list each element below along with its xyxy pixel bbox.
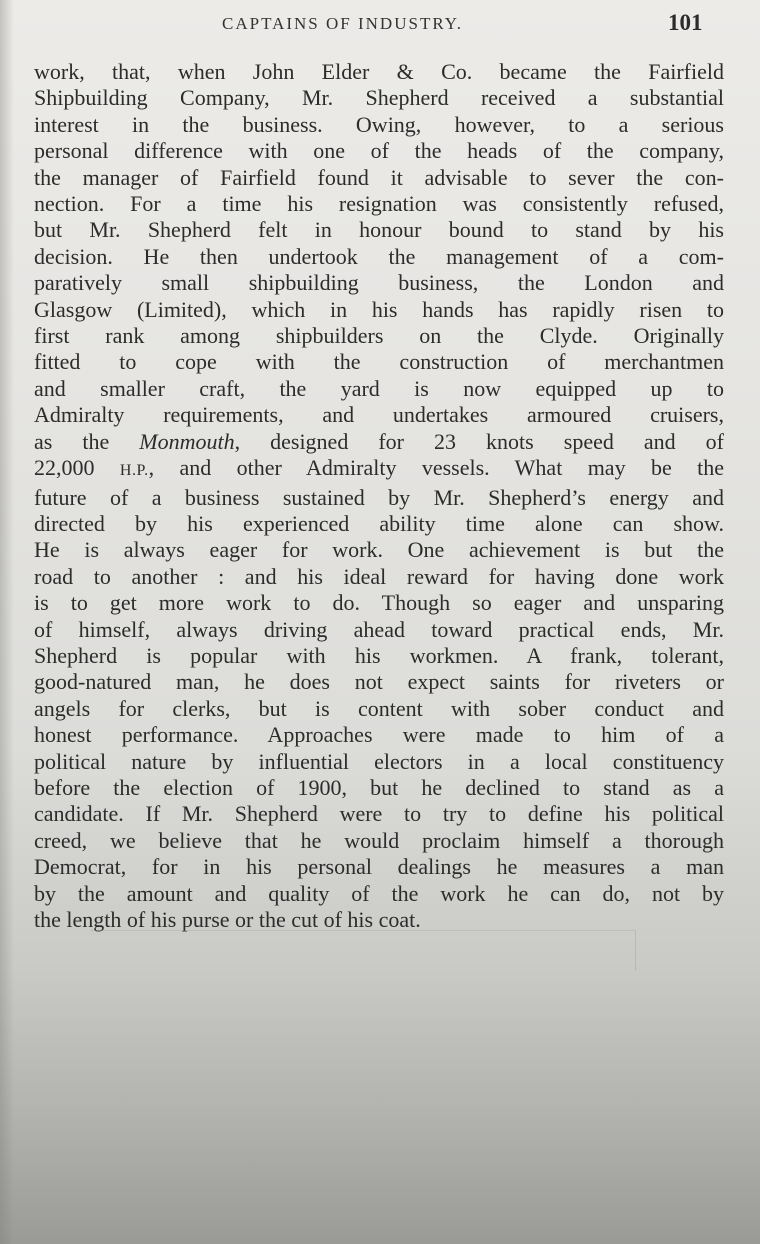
text-line: by the amount and quality of the work he can do, not by bbox=[34, 880, 724, 906]
text-line: political nature by influential electors in a local constituency bbox=[34, 748, 724, 774]
text-line: before the election of 1900, but he declined to stand as a bbox=[34, 774, 724, 800]
text-line: the manager of Fairfield found it advisable to sever the con- bbox=[34, 164, 724, 190]
text-line: Democrat, for in his personal dealings he measures a man bbox=[34, 854, 724, 880]
text-segment: , designed for 23 knots speed and of bbox=[234, 428, 724, 454]
text-line: fitted to cope with the construction of merchantmen bbox=[34, 349, 724, 375]
text-line bbox=[34, 429, 724, 455]
ship-name-italic: Monmouth bbox=[139, 428, 235, 454]
text-segment: 22,000 bbox=[34, 455, 120, 481]
text-line: Shipbuilding Company, Mr. Shepherd received a substantial bbox=[34, 85, 724, 111]
text-line: Glasgow (Limited), which in his hands has rapidly risen to bbox=[34, 296, 724, 322]
text-line: nection. For a time his resignation was consistently refused, bbox=[34, 191, 724, 217]
text-line: of himself, always driving ahead toward practical ends, Mr. bbox=[34, 616, 724, 642]
text-line: candidate. If Mr. Shepherd were to try to define his political bbox=[34, 801, 724, 827]
text-line: is to get more work to do. Though so eager and unsparing bbox=[34, 590, 724, 616]
text-line: good-natured man, he does not expect saints for riveters or bbox=[34, 669, 724, 695]
text-line: Admiralty requirements, and undertakes armoured cruisers, bbox=[34, 402, 724, 428]
text-line bbox=[34, 455, 724, 484]
page-number: 101 bbox=[668, 10, 703, 35]
page-gutter-shadow bbox=[0, 0, 14, 1244]
text-line: paratively small shipbuilding business, the London and bbox=[34, 270, 724, 296]
text-line: first rank among shipbuilders on the Clyde. Originally bbox=[34, 323, 724, 349]
text-line: honest performance. Approaches were made to him of a bbox=[34, 722, 724, 748]
text-line: Shepherd is popular with his workmen. A frank, tolerant, bbox=[34, 642, 724, 668]
show-through-mark bbox=[90, 930, 636, 971]
text-line: but Mr. Shepherd felt in honour bound to stand by his bbox=[34, 217, 724, 243]
running-head-title: CAPTAINS OF INDUSTRY. bbox=[222, 14, 464, 33]
text-line: work, that, when John Elder & Co. became the Fairfield bbox=[34, 59, 724, 84]
text-line: decision. He then undertook the management of a com- bbox=[34, 243, 724, 269]
text-line: road to another : and his ideal reward for having done work bbox=[34, 563, 724, 589]
text-line: personal difference with one of the heads of the company, bbox=[34, 138, 724, 164]
text-line: He is always eager for work. One achievement is but the bbox=[34, 537, 724, 563]
text-segment: , and other Admiralty vessels. What may be the bbox=[148, 455, 725, 481]
text-line: future of a business sustained by Mr. Shepherd’s energy and bbox=[34, 484, 724, 510]
text-segment: as the bbox=[34, 428, 140, 454]
text-line: directed by his experienced ability time alone can show. bbox=[34, 510, 724, 536]
text-line: angels for clerks, but is content with sober conduct and bbox=[34, 695, 724, 721]
text-line: and smaller craft, the yard is now equipped up to bbox=[34, 375, 724, 401]
text-line: interest in the business. Owing, however, to a serious bbox=[34, 111, 724, 137]
running-header bbox=[0, 10, 760, 42]
horsepower-abbreviation: H.P. bbox=[119, 462, 149, 480]
body-paragraph bbox=[34, 59, 724, 933]
text-line: creed, we believe that he would proclaim himself a thorough bbox=[34, 827, 724, 853]
text-line-last: the length of his purse or the cut of his coat. bbox=[34, 907, 421, 932]
